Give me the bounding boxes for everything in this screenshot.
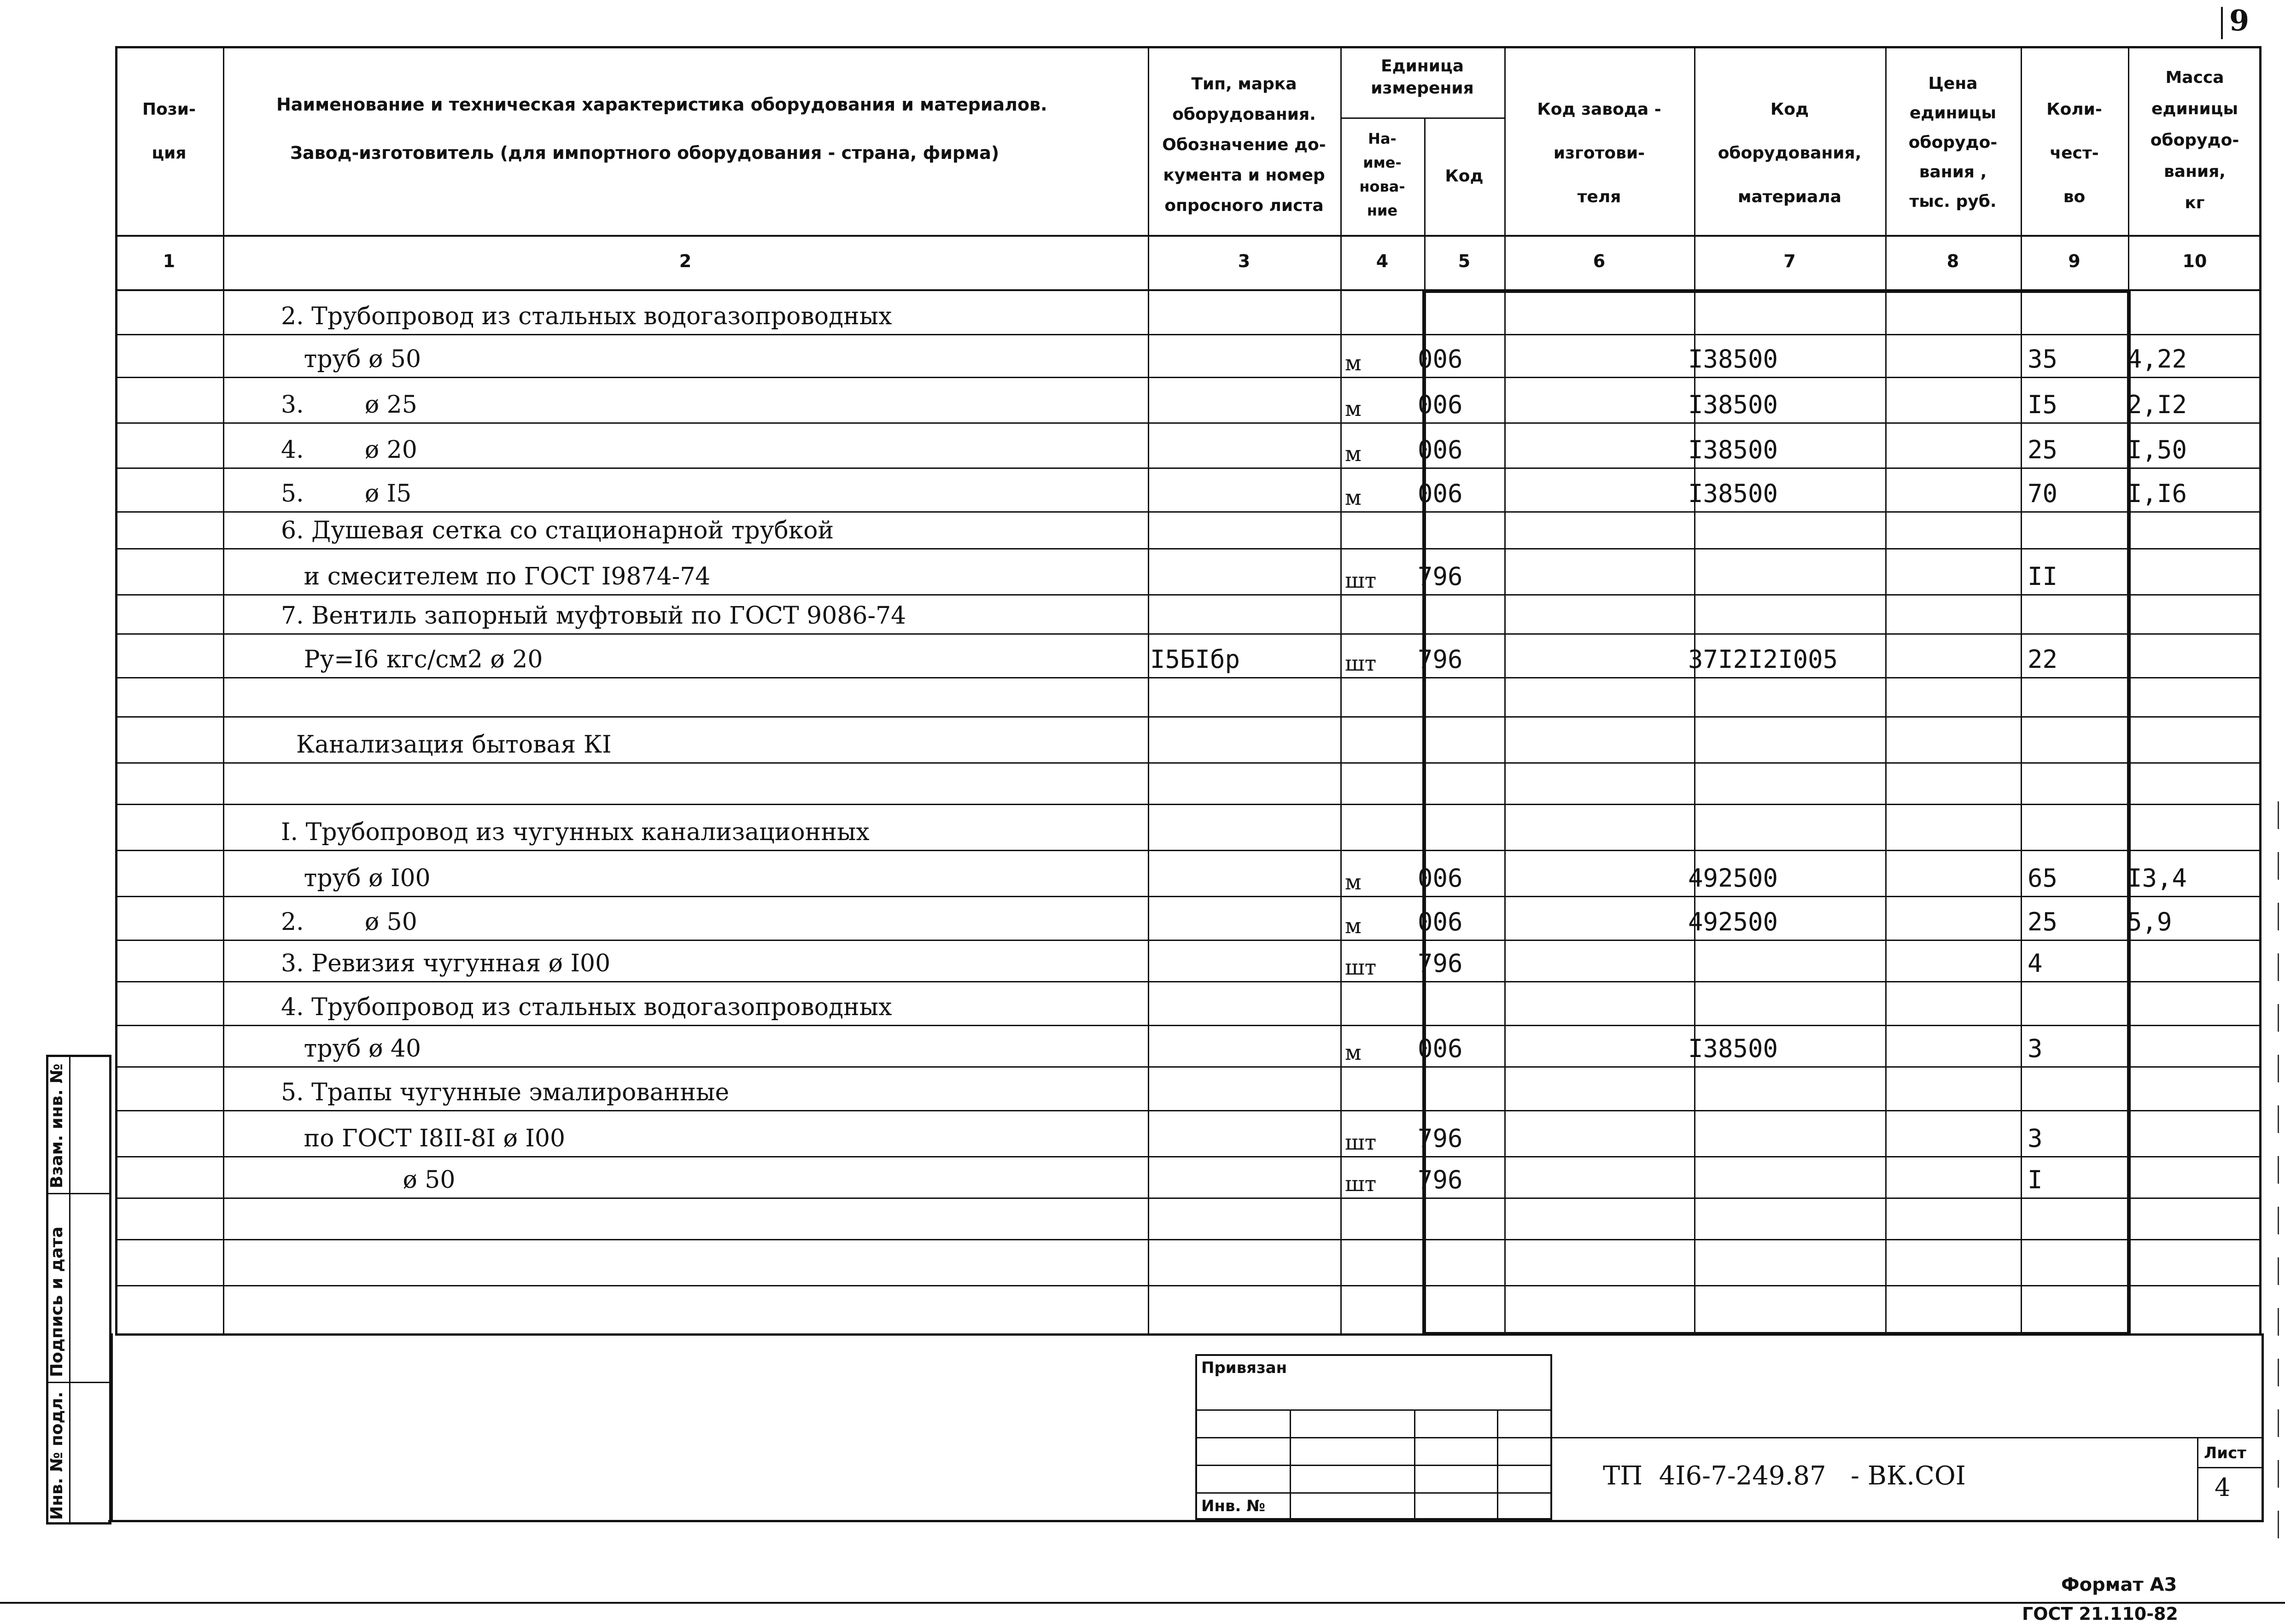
gost-label: ГОСТ 21.110-82: [2022, 1604, 2178, 1624]
row-code: 796: [1418, 1165, 1463, 1194]
row-line: [115, 1025, 2262, 1026]
row-code: 796: [1418, 645, 1463, 674]
row-line: [115, 422, 2262, 424]
row-mat: I38500: [1688, 390, 1778, 419]
row-mat: I38500: [1688, 1034, 1778, 1063]
bottom-border: [108, 1520, 2262, 1522]
row-line: [115, 633, 2262, 635]
col-number: 10: [2182, 251, 2207, 271]
privyazan-vline: [1290, 1409, 1291, 1520]
row-code: 796: [1418, 562, 1463, 591]
row-qty: 25: [2028, 435, 2058, 464]
side-stamp-line: [46, 1382, 111, 1383]
row-mass: I,50: [2127, 435, 2187, 464]
margin-dash: [2278, 801, 2279, 1538]
row-line: [115, 377, 2262, 378]
row-line: [115, 981, 2262, 982]
list-value: 4: [2215, 1473, 2231, 1502]
side-label-podpis: Подпись и дата: [47, 1227, 66, 1377]
side-label-inv-podl: Инв. № подл.: [47, 1391, 66, 1520]
doc-code-top: [1552, 1437, 2262, 1438]
format-label: Формат А3: [2061, 1574, 2177, 1595]
row-name: и смесителем по ГОСТ I9874-74: [281, 563, 711, 590]
row-name: 2. Трубопровод из стальных водогазопроводных: [281, 303, 892, 330]
row-qty: 3: [2028, 1124, 2043, 1153]
row-name: Канализация бытовая КI: [281, 731, 612, 759]
row-mat: I38500: [1688, 479, 1778, 508]
row-code: 796: [1418, 949, 1463, 978]
privyazan-line: [1195, 1465, 1552, 1466]
row-qty: 65: [2028, 864, 2058, 893]
row-mass: 5,9: [2127, 907, 2172, 936]
row-name: ø 50: [281, 1166, 456, 1194]
row-line: [115, 1156, 2262, 1157]
row-mat: I38500: [1688, 345, 1778, 374]
row-name: 3. ø 25: [281, 391, 417, 419]
hdr-price: Цена единицы оборудо- вания , тыс. руб.: [1908, 74, 1998, 211]
privyazan-label: Привязан: [1201, 1359, 1287, 1377]
row-qty: 35: [2028, 345, 2058, 374]
row-qty: I5: [2028, 390, 2058, 419]
hdr-quantity: Коли- чест- во: [2046, 100, 2102, 206]
row-name: труб ø I00: [281, 865, 431, 892]
page-number-bar: [2221, 7, 2223, 39]
row-name: 6. Душевая сетка со стационарной трубкой: [281, 517, 834, 544]
row-line: [115, 594, 2262, 596]
row-qty: I: [2028, 1165, 2043, 1194]
row-code: 006: [1418, 345, 1463, 374]
col-line: [223, 46, 224, 1336]
unit-split: [1340, 117, 1504, 119]
row-name: труб ø 50: [281, 345, 421, 373]
row-unit: шт: [1345, 955, 1377, 980]
footer-line: [0, 1602, 2285, 1604]
side-stamp-line: [46, 1193, 111, 1194]
col-line: [1148, 46, 1149, 1336]
col-number: 9: [2068, 251, 2080, 271]
row-qty: 70: [2028, 479, 2058, 508]
hdr-position: Пози- ция: [142, 100, 196, 163]
row-qty: 25: [2028, 907, 2058, 936]
row-mass: I,I6: [2127, 479, 2187, 508]
row-line: [115, 716, 2262, 718]
row-qty: II: [2028, 562, 2058, 591]
row-mass: I3,4: [2127, 864, 2187, 893]
row-line: [115, 677, 2262, 678]
row-unit: м: [1345, 396, 1362, 421]
row-unit: м: [1345, 913, 1362, 938]
privyazan-line: [1195, 1437, 1552, 1438]
list-label: Лист: [2204, 1444, 2246, 1462]
hdr-material-code: Код оборудования, материала: [1718, 100, 1862, 206]
row-mass: 2,I2: [2127, 390, 2187, 419]
row-code: 006: [1418, 435, 1463, 464]
right-border: [2262, 1333, 2264, 1522]
row-line: [115, 1333, 2262, 1335]
row-mat: 492500: [1688, 864, 1778, 893]
hdr-unit: Единица измерения: [1371, 57, 1474, 98]
row-name: Ру=I6 кгс/см2 ø 20: [281, 646, 543, 673]
row-line: [115, 334, 2262, 335]
row-name: труб ø 40: [281, 1035, 421, 1063]
row-qty: 22: [2028, 645, 2058, 674]
row-line: [115, 850, 2262, 851]
row-code: 006: [1418, 864, 1463, 893]
row-name: 2. ø 50: [281, 908, 417, 936]
row-name: 5. Трапы чугунные эмалированные: [281, 1079, 730, 1106]
hdr-name-line1: Наименование и техническая характеристика оборудования и материалов.: [276, 94, 1047, 115]
row-line: [115, 1066, 2262, 1068]
row-name: 7. Вентиль запорный муфтовый по ГОСТ 9086-74: [281, 602, 906, 630]
row-line: [115, 804, 2262, 805]
col-number: 2: [679, 251, 692, 271]
row-unit: м: [1345, 441, 1362, 466]
row-unit: м: [1345, 870, 1362, 894]
header-bottom: [115, 235, 2262, 237]
row-line: [115, 896, 2262, 897]
col-number: 7: [1783, 251, 1796, 271]
row-unit: шт: [1345, 1130, 1377, 1155]
hdr-factory-code: Код завода - изготови- теля: [1537, 100, 1661, 206]
row-unit: м: [1345, 485, 1362, 510]
side-label-vzam: Взам. инв. №: [47, 1063, 66, 1188]
row-qty: 3: [2028, 1034, 2043, 1063]
row-line: [115, 548, 2262, 549]
row-line: [115, 762, 2262, 764]
row-name: по ГОСТ I8II-8I ø I00: [281, 1125, 566, 1152]
page-number: 9: [2229, 4, 2250, 37]
row-line: [115, 467, 2262, 469]
row-name: 4. Трубопровод из стальных водогазопроводных: [281, 993, 892, 1021]
hdr-type: Тип, марка оборудования. Обозначение до- кумента и номер опросного листа: [1162, 75, 1326, 215]
row-line: [115, 940, 2262, 941]
doc-code: ТП 4I6-7-249.87 - ВК.СОI: [1603, 1461, 1966, 1491]
row-unit: м: [1345, 351, 1362, 375]
privyazan-vline: [1497, 1409, 1498, 1520]
row-name: I. Трубопровод из чугунных канализационных: [281, 818, 870, 846]
row-line: [115, 511, 2262, 513]
row-code: 006: [1418, 907, 1463, 936]
col-number: 3: [1238, 251, 1251, 271]
row-code: 006: [1418, 390, 1463, 419]
hdr-unit-code: Код: [1445, 167, 1484, 186]
row-name: 3. Ревизия чугунная ø I00: [281, 950, 611, 977]
list-vline: [2197, 1437, 2198, 1520]
row-name: 4. ø 20: [281, 436, 417, 464]
row-name: 5. ø I5: [281, 480, 412, 508]
col-number: 4: [1376, 251, 1389, 271]
hdr-mass: Масса единицы оборудо- вания, кг: [2150, 68, 2239, 212]
row-line: [115, 1239, 2262, 1240]
col-number: 8: [1946, 251, 1959, 271]
row-unit: шт: [1345, 568, 1377, 593]
hdr-name-line2: Завод-изготовитель (для импортного оборудования - страна, фирма): [290, 143, 999, 163]
col-number: 1: [163, 251, 175, 271]
row-line: [115, 1285, 2262, 1286]
col-number: 5: [1458, 251, 1471, 271]
inv-no-label: Инв. №: [1201, 1497, 1266, 1515]
row-type: I5БIбр: [1150, 645, 1240, 674]
list-hline: [2197, 1467, 2262, 1468]
row-qty: 4: [2028, 949, 2043, 978]
row-line: [115, 1198, 2262, 1199]
row-line: [115, 1110, 2262, 1111]
row-code: 796: [1418, 1124, 1463, 1153]
row-mat: I38500: [1688, 435, 1778, 464]
privyazan-line: [1195, 1492, 1552, 1494]
side-stamp-line: [69, 1055, 70, 1525]
row-unit: шт: [1345, 1171, 1377, 1196]
col-line: [1340, 46, 1342, 1336]
hdr-unit-name: На- име- нова- ние: [1359, 130, 1405, 219]
row-code: 006: [1418, 1034, 1463, 1063]
row-mass: 4,22: [2127, 345, 2187, 374]
privyazan-vline: [1414, 1409, 1415, 1520]
privyazan-line: [1195, 1409, 1552, 1411]
left-border: [111, 1333, 113, 1522]
row-unit: шт: [1345, 651, 1377, 676]
row-code: 006: [1418, 479, 1463, 508]
row-mat: 492500: [1688, 907, 1778, 936]
col-number: 6: [1593, 251, 1606, 271]
row-unit: м: [1345, 1040, 1362, 1065]
row-mat: 37I2I2I005: [1688, 645, 1838, 674]
